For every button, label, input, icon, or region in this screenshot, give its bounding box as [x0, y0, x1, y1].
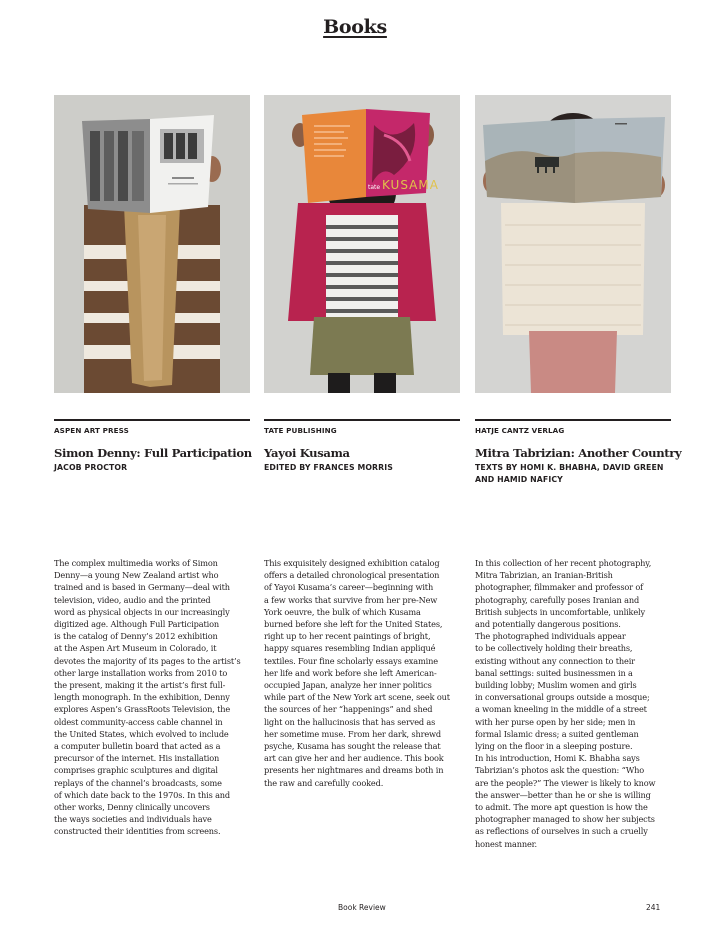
book-title: Yayoi Kusama: [264, 446, 350, 460]
photo-yayoi-kusama-book: [264, 95, 460, 393]
column-divider-rule: [264, 419, 460, 421]
review-body: This exquisitely designed exhibition catalog offers a detailed chronological presentation of Yayoi Kusama’s career—beginning with a few works that survive from her pre-New York oeuvre, the bulk of which Kusama burned before she left for the United States, right up to her recent paintings of bright, happy squares resembling Indian appliqué textiles. Four fine scholarly essays examine her life and work before she left American- occupied Japan, analyze her inner politics while part of the New York art scene, seek out the sources of her “happenings” and shed light on the hallucinosis that has served as her sometime muse. From her dark, shrewd psyche, Kusama has sought the release that art can give her and her audience. This book presents her nightmares and dreams both in the raw and carefully cooked.: [264, 558, 450, 788]
column-divider-rule: [475, 419, 671, 421]
kusama-cover-imprint: tate: [368, 184, 381, 191]
book-title: Mitra Tabrizian: Another Country: [475, 446, 682, 460]
footer-section-label: Book Review: [338, 903, 386, 912]
publisher-label: HATJE CANTZ VERLAG: [475, 426, 565, 435]
review-body: The complex multimedia works of Simon Denny—a young New Zealand artist who trained and is based in Germany—deal with television, video, audio and the printed word as physical objects in our increasingly digitized age. Although Full Participation is the catalog of Denny’s 2012 exhibition at the Aspen Art Museum in Colorado, it devotes the majority of its pages to the artist’s other large installation works from 2010 to the present, making it the artist’s first full- length monograph. In the exhibition, Denny explores Aspen’s GrassRoots Television, the oldest community-access cable channel in the United States, which evolved to include a computer bulletin board that acted as a precursor of the internet. His installation comprises graphic sculptures and digital replays of the channel’s broadcasts, some of which date back to the 1970s. In this and other works, Denny clinically uncovers the ways societies and individuals have constructed their identities from screens.: [54, 558, 241, 837]
photo-simon-denny-book: [54, 95, 250, 393]
photo-mitra-tabrizian-book: [475, 95, 671, 393]
book-byline: EDITED BY FRANCES MORRIS: [264, 463, 393, 472]
page-title: Books: [323, 16, 387, 38]
publisher-label: ASPEN ART PRESS: [54, 426, 129, 435]
book-byline: TEXTS BY HOMI K. BHABHA, DAVID GREEN AND HAMID NAFICY: [475, 463, 664, 484]
column-divider-rule: [54, 419, 250, 421]
publisher-label: TATE PUBLISHING: [264, 426, 337, 435]
kusama-cover-logo: KUSAMA: [382, 178, 439, 192]
book-byline: JACOB PROCTOR: [54, 463, 128, 472]
book-title: Simon Denny: Full Participation: [54, 446, 252, 460]
review-body: In this collection of her recent photography, Mitra Tabrizian, an Iranian-British photographer, filmmaker and professor of photography, carefully poses Iranian and British subjects in uncomfortable, unlikely and potentially dangerous positions. The photographed individuals appear to be collectively holding their breaths, existing without any connection to their banal settings: suited businessmen in a building lobby; Muslim women and girls in conversational groups outside a mosque; a woman kneeling in the middle of a street with her purse open by her side; men in formal Islamic dress; a suited gentleman lying on the floor in a sleeping posture. In his introduction, Homi K. Bhabha says Tabrizian’s photos ask the question: “Who are the people?” The viewer is likely to know the answer—better than he or she is willing to admit. The more apt question is how the photographer managed to show her subjects as reflections of ourselves in such a cruelly honest manner.: [475, 558, 656, 849]
page-number: 241: [646, 903, 661, 912]
